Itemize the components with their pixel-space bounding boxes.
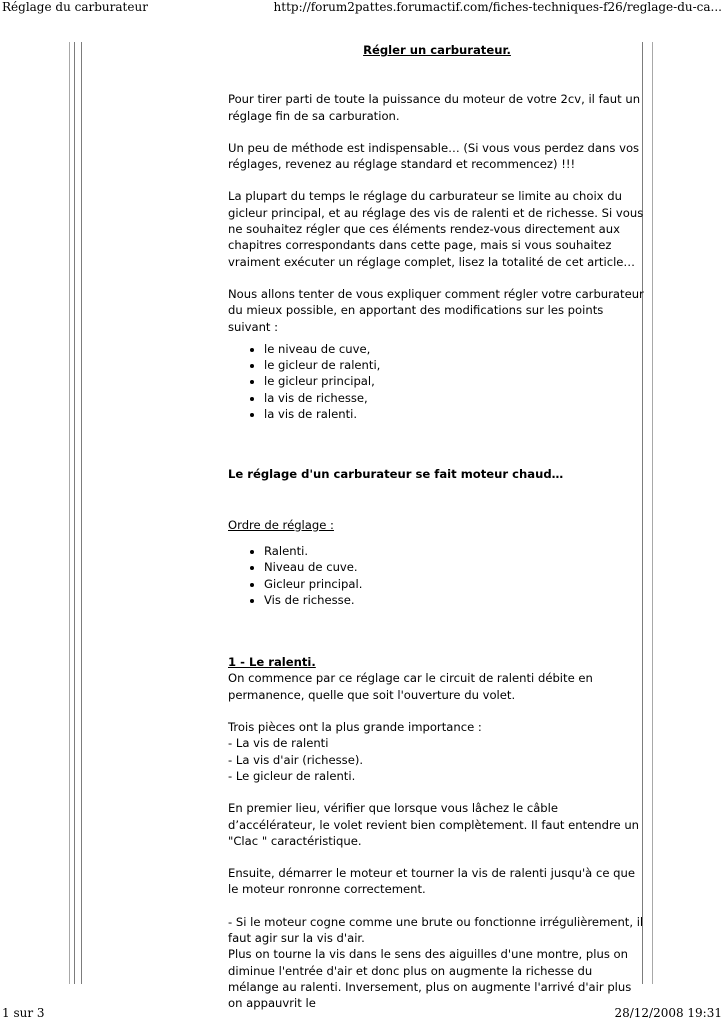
article-title: Régler un carburateur. [363,43,511,57]
intro-paragraph-2: Un peu de méthode est indispensable… (Si vous vous perdez dans vos réglages, revenez au réglage standard et recommencez) !!! [228,140,640,172]
intro-paragraph-3: La plupart du temps le réglage du carburateur se limite au choix du gicleur principal, et au réglage des vis de ralenti et de richesse. Si vous ne souhaitez régler que ces éléments rendez-vous directement aux chapitres correspondants dans cette page, mais si vous souhaitez vraiment exécuter un réglage complet, lisez la totalité de cet article… [228,189,644,269]
piece-item: - La vis de ralenti [228,736,329,751]
page-header-title: Réglage du carburateur [2,0,148,14]
list-item: • Gicleur principal. [264,576,646,592]
order-list [228,543,646,608]
list-item: • le niveau de cuve, [264,341,646,357]
left-border-line-third [81,42,82,984]
left-border-line-outer [69,42,70,984]
right-border-line-outer [652,42,653,984]
list-item: • Ralenti. [264,543,646,559]
list-item: • la vis de ralenti. [264,406,646,422]
section-1-paragraph-2: En premier lieu, vérifier que lorsque vous lâchez le câble d’accélérateur, le volet revient bien complètement. Il faut entendre un "Clac " caractéristique. [228,801,640,848]
intro-paragraph-1: Pour tirer parti de toute la puissance du moteur de votre 2cv, il faut un réglage fin de sa carburation. [228,92,641,123]
article-content [228,38,646,1011]
order-heading: Ordre de réglage : [228,517,334,532]
section-1-paragraph-4b: Plus on tourne la vis dans le sens des aiguilles d'une montre, plus on diminue l'entrée d'air et donc plus on augmente la richesse du mélange au ralenti. Inversement, plus on augmente l'arrivé d'air plus on appauvrit le [228,947,632,1011]
list-item: • le gicleur principal, [264,373,646,389]
list-item: • le gicleur de ralenti, [264,357,646,373]
section-1-heading: 1 - Le ralenti. [228,655,316,670]
list-item: • la vis de richesse, [264,390,646,406]
left-border-line-inner [74,42,75,984]
section-1-paragraph-4a: - Si le moteur cogne comme une brute ou fonctionne irrégulièrement, il faut agir sur la vis d'air. [228,914,644,945]
list-item: • Niveau de cuve. [264,559,646,575]
list-item: • Vis de richesse. [264,592,646,608]
page-footer-datetime: 28/12/2008 19:31 [614,1006,722,1020]
warm-engine-note: Le réglage d'un carburateur se fait moteur chaud… [228,467,564,482]
piece-item: - Le gicleur de ralenti. [228,768,356,783]
adjustment-points-list [228,341,646,422]
piece-item: - La vis d'air (richesse). [228,752,364,767]
section-1-paragraph-3: Ensuite, démarrer le moteur et tourner la vis de ralenti jusqu'à ce que le moteur ronronne correctement. [228,866,635,897]
section-1-paragraph-1: On commence par ce réglage car le circuit de ralenti débite en permanence, quelle que soit l'ouverture du volet. [228,671,593,702]
intro-paragraph-4: Nous allons tenter de vous expliquer comment régler votre carburateur du mieux possible, en apportant des modifications sur les points suivant : [228,286,644,334]
page-header-url: http://forum2pattes.forumactif.com/fiches-techniques-f26/reglage-du-ca... [273,0,722,14]
page-footer-page-number: 1 sur 3 [2,1006,45,1020]
pieces-intro: Trois pièces ont la plus grande importance : [228,720,482,735]
